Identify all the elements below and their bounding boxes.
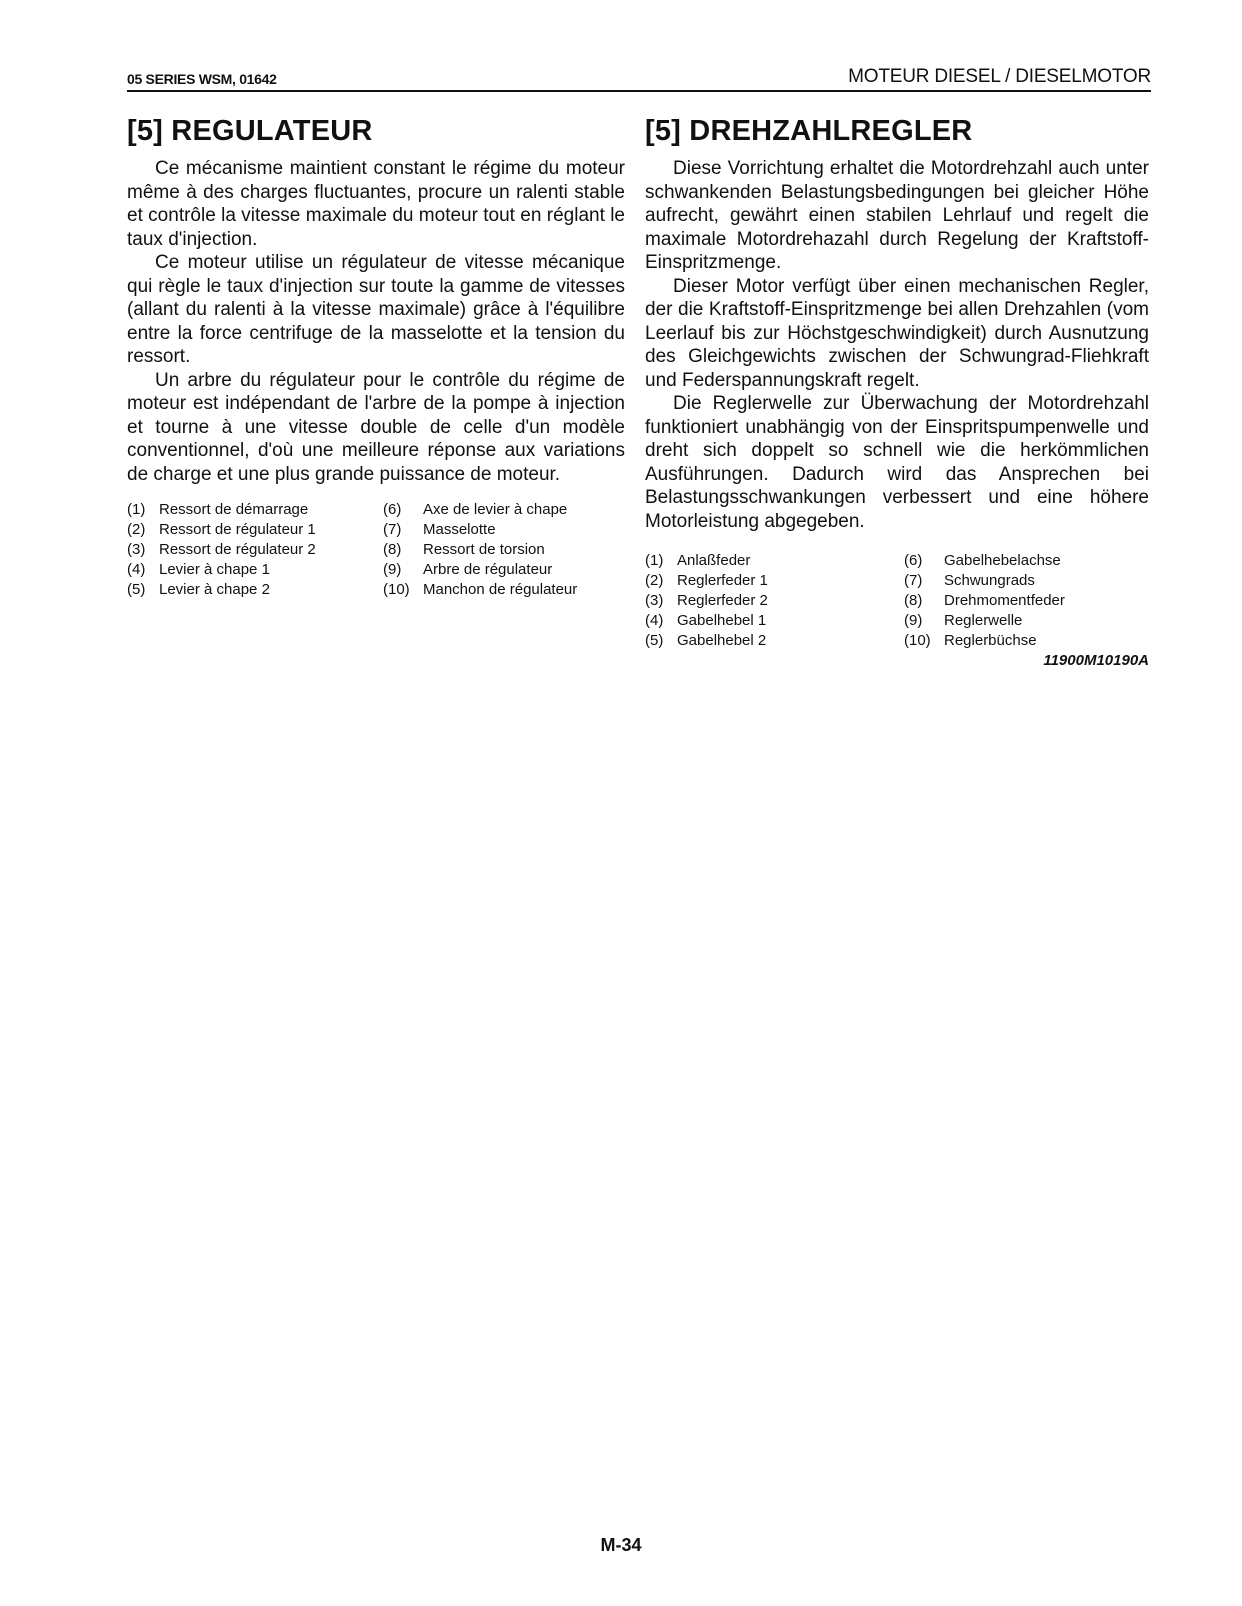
- legend-item: (2) Reglerfeder 1: [645, 572, 768, 589]
- legend-item: (4) Levier à chape 1: [127, 561, 270, 578]
- legend-item: (3) Reglerfeder 2: [645, 592, 768, 609]
- paragraph-de-3: Die Reglerwelle zur Überwachung der Motordrehzahl funktioniert unabhängig von der Einspritspumpenwelle und dreht sich doppelt so schnell wie die herkömmlichen Ausführungen. Dadurch wird das Ansprechen bei Belastungsschwankungen verbessert und eine höhere Motorleistung abgegeben.: [645, 393, 1149, 532]
- paragraph-fr-1: Ce mécanisme maintient constant le régime du moteur même à des charges fluctuantes, procure un ralenti stable et contrôle la vitesse maximale du moteur tout en réglant le taux d'injection.: [127, 158, 625, 250]
- legend-item: (4) Gabelhebel 1: [645, 612, 767, 629]
- legend-item: (7) Schwungrads: [904, 572, 1035, 589]
- page-header: [127, 66, 1151, 92]
- german-column: [645, 114, 1149, 669]
- chapter-title: MOTEUR DIESEL / DIESELMOTOR: [848, 66, 1151, 87]
- legend-item: (2) Ressort de régulateur 1: [127, 521, 316, 538]
- legend-item: (1) Anlaßfeder: [645, 552, 751, 569]
- document-code: 11900M10190A: [1043, 652, 1149, 669]
- legend-item: (9) Reglerwelle: [904, 612, 1023, 629]
- legend-item: (1) Ressort de démarrage: [127, 501, 309, 518]
- legend-item: (5) Levier à chape 2: [127, 581, 270, 598]
- legend-item: (10) Reglerbüchse: [904, 632, 1037, 649]
- paragraph-fr-3: Un arbre du régulateur pour le contrôle du régime de moteur est indépendant de l'arbre de la pompe à injection et tourne à une vitesse double de celle d'un modèle conventionnel, d'où une meilleure réponse aux variations de charge et une plus grande puissance de moteur.: [127, 369, 625, 485]
- legend-item: (6) Axe de levier à chape: [383, 501, 568, 518]
- legend-de: [645, 551, 1149, 651]
- legend-fr: [127, 500, 625, 600]
- paragraph-de-1: Diese Vorrichtung erhaltet die Motordrehzahl auch unter schwankenden Belastungsbedingungen bei gleicher Höhe aufrecht, gewährt einen stabilen Lehrlauf und regelt die maximale Motordrehazahl durch Regelung der Kraftstoff-Einspritzmenge.: [645, 158, 1149, 273]
- legend-item: (5) Gabelhebel 2: [645, 632, 767, 649]
- section-title-fr: [5] REGULATEUR: [127, 115, 373, 147]
- legend-item: (10) Manchon de régulateur: [383, 581, 578, 598]
- section-title-de: [5] DREHZAHLREGLER: [645, 115, 973, 147]
- legend-item: (9) Arbre de régulateur: [383, 561, 553, 578]
- page-number: M-34: [600, 1535, 642, 1555]
- french-column: [127, 114, 625, 600]
- legend-item: (3) Ressort de régulateur 2: [127, 541, 316, 558]
- legend-item: (8) Ressort de torsion: [383, 541, 545, 558]
- legend-item: (8) Drehmomentfeder: [904, 592, 1065, 609]
- paragraph-fr-2: Ce moteur utilise un régulateur de vitesse mécanique qui règle le taux d'injection sur toute la gamme de vitesses (allant du ralenti à la vitesse maximale) grâce à l'équilibre entre la force centrifuge de la masselotte et la tension du ressort.: [127, 252, 625, 367]
- manual-reference: 05 SERIES WSM, 01642: [127, 71, 277, 87]
- paragraph-de-2: Dieser Motor verfügt über einen mechanischen Regler, der die Kraftstoff-Einspritzmenge bei allen Drehzahlen (vom Leerlauf bis zur Höchstgeschwindigkeit) durch Ausnutzung des Gleichgewichts zwischen der Schwungrad-Fliehkraft und Federspannungskraft regelt.: [645, 275, 1149, 391]
- legend-item: (7) Masselotte: [383, 521, 496, 538]
- legend-item: (6) Gabelhebelachse: [904, 552, 1061, 569]
